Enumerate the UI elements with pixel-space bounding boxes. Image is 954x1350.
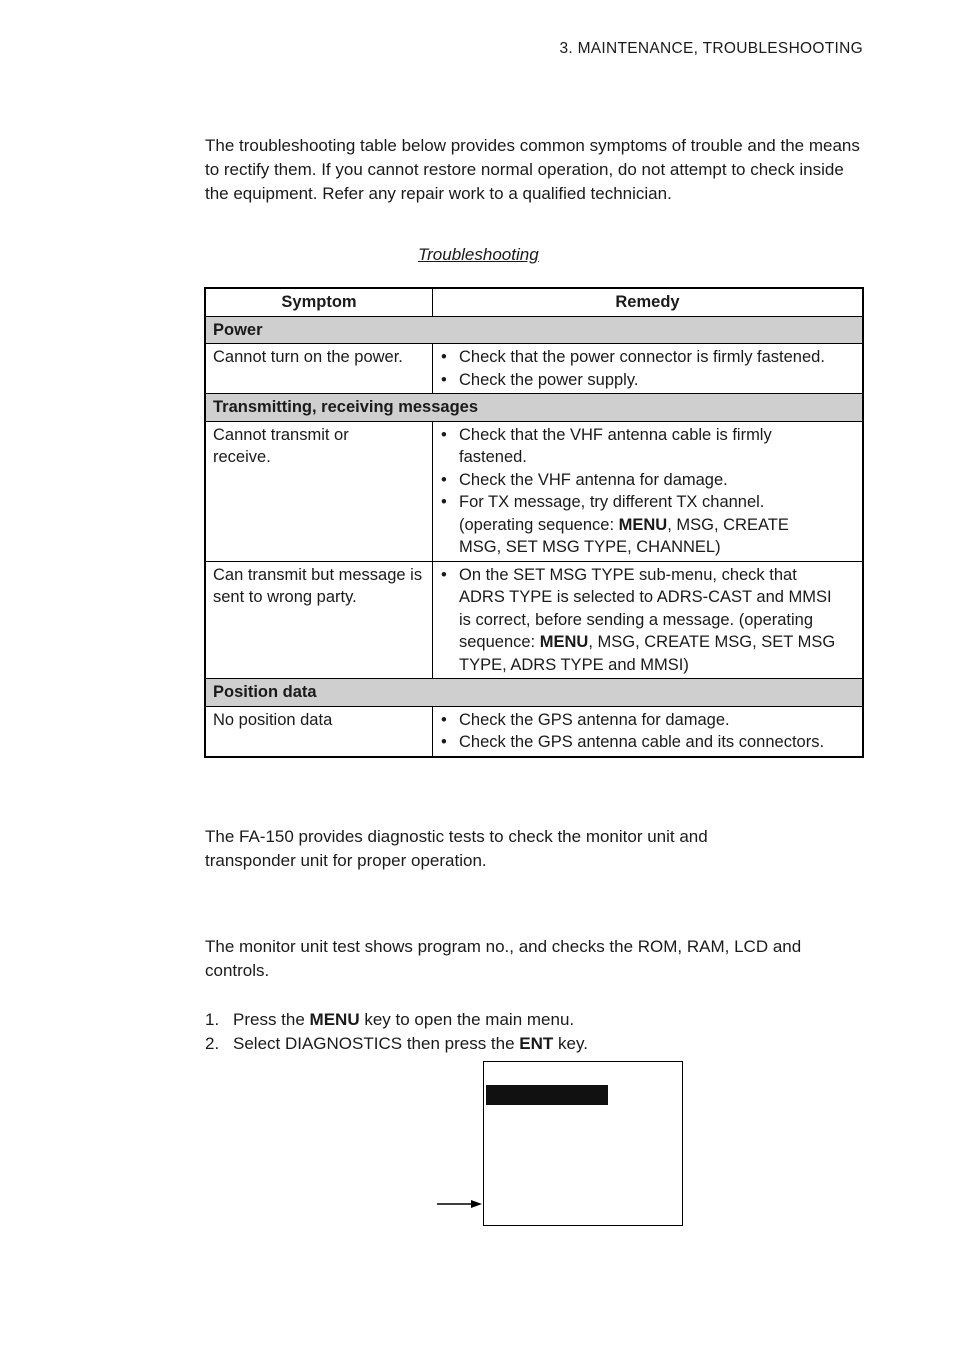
- remedy-text: For TX message, try different TX channel. (operating sequence:: [459, 493, 765, 534]
- remedy-item: • Check the GPS antenna for damage.: [440, 709, 855, 732]
- step-number: 1.: [205, 1010, 220, 1029]
- menu-highlight-bar: [486, 1085, 608, 1105]
- remedy-item: • Check that the power connector is firmly fastened.: [440, 346, 855, 369]
- step-text: key.: [553, 1034, 588, 1053]
- remedy-item: • Check the power supply.: [440, 369, 855, 392]
- intro-paragraph: The troubleshooting table below provides common symptoms of trouble and the means to rectify them. If you cannot restore normal operation, do not attempt to check inside the equipment. Refer any repair work to a qualified technician.: [205, 136, 860, 203]
- table-row: [205, 421, 863, 561]
- category-row-tx-rx: [205, 394, 863, 422]
- page-header: 3. MAINTENANCE, TROUBLESHOOTING: [559, 40, 863, 57]
- monitor-test-paragraph: The monitor unit test shows program no., and checks the ROM, RAM, LCD and controls.: [205, 937, 802, 980]
- symptom-cell: No position data: [205, 706, 433, 757]
- step-text: Select DIAGNOSTICS then press the: [233, 1034, 520, 1053]
- symptom-cell: Cannot turn on the power.: [205, 344, 433, 394]
- step-number: 2.: [205, 1034, 220, 1053]
- step-item: [205, 1032, 588, 1056]
- lcd-screen-figure: [483, 1061, 683, 1226]
- category-label: Position data: [205, 679, 863, 707]
- menu-key-label: MENU: [309, 1010, 360, 1029]
- procedure-steps: [205, 1008, 588, 1056]
- symptom-cell: Cannot transmit or receive.: [205, 421, 433, 561]
- category-label: Power: [205, 316, 863, 344]
- table-header-row: [205, 288, 863, 316]
- step-text: Press the: [233, 1010, 310, 1029]
- step-item: [205, 1008, 588, 1032]
- remedy-text: , MSG, CREATE MSG, SET MSG TYPE, ADRS TYPE and MMSI): [459, 633, 836, 674]
- remedy-cell: [433, 706, 864, 757]
- symptom-cell: Can transmit but message is sent to wrong party.: [205, 561, 433, 679]
- menu-key-label: MENU: [539, 633, 589, 651]
- table-row: [205, 706, 863, 757]
- ent-key-label: ENT: [519, 1034, 554, 1053]
- remedy-item: • Check the GPS antenna cable and its connectors.: [440, 731, 855, 754]
- table-row: [205, 344, 863, 394]
- remedy-text: , MSG, CREATE MSG, SET MSG TYPE, CHANNEL): [459, 515, 789, 556]
- menu-key-label: MENU: [618, 515, 668, 534]
- remedy-item: • Check that the VHF antenna cable is firmly fastened.: [440, 424, 855, 469]
- remedy-item: [440, 564, 855, 677]
- remedy-cell: [433, 561, 864, 679]
- remedy-text: On the SET MSG TYPE sub-menu, check that ADRS TYPE is selected to ADRS-CAST and MMSI is correct, before sending a message. (operating sequence:: [459, 565, 832, 651]
- remedy-item: [440, 491, 855, 559]
- diagnostics-paragraph: The FA-150 provides diagnostic tests to check the monitor unit and transponder unit for proper operation.: [205, 827, 708, 870]
- category-row-position: [205, 679, 863, 707]
- remedy-cell: [433, 421, 864, 561]
- remedy-item: • Check the VHF antenna for damage.: [440, 469, 855, 492]
- category-row-power: [205, 316, 863, 344]
- remedy-header: Remedy: [433, 288, 864, 316]
- category-label: Transmitting, receiving messages: [205, 394, 863, 422]
- symptom-header: Symptom: [205, 288, 433, 316]
- step-text: key to open the main menu.: [359, 1010, 575, 1029]
- remedy-cell: [433, 344, 864, 394]
- table-row: [205, 561, 863, 679]
- troubleshooting-table: [204, 287, 864, 758]
- pointer-arrow-icon: [437, 1195, 482, 1213]
- table-caption: Troubleshooting: [418, 245, 539, 264]
